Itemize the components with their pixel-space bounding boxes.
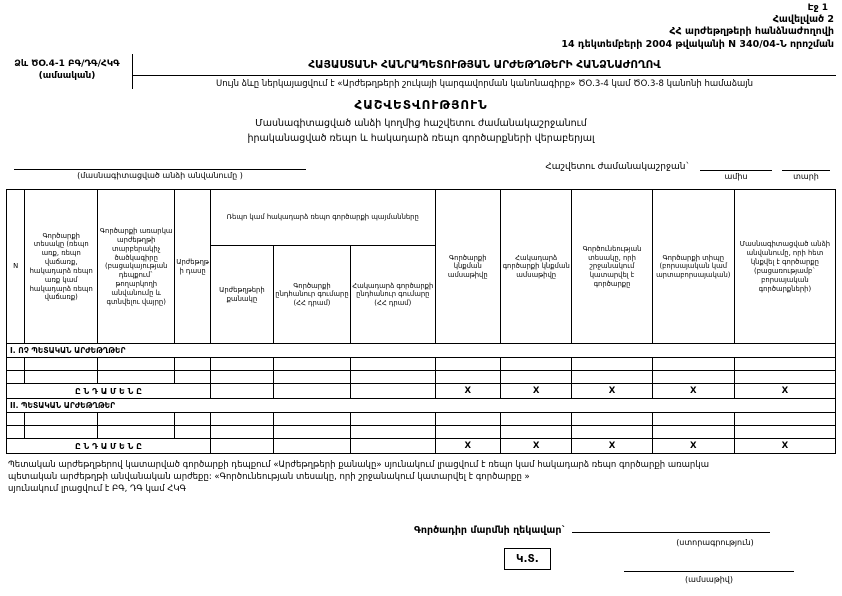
- name-period-row: [6, 160, 836, 181]
- report-subtitle-line: իրականացված ռեպո և հակադարձ ռեպո գործարքների վերաբերյալ: [247, 132, 595, 144]
- empty-cell[interactable]: [734, 371, 835, 384]
- empty-cell[interactable]: [501, 413, 572, 426]
- entity-name-block: [14, 160, 306, 180]
- col-header-n: N: [7, 190, 25, 344]
- section-title-government: II. ՊԵՏԱԿԱՆ ԱՐԺԵԹՂԹԵՐ: [7, 399, 836, 413]
- x-mark-cell: X: [734, 439, 835, 454]
- empty-cell[interactable]: [210, 426, 273, 439]
- total-row-non-government: [7, 384, 836, 399]
- empty-cell[interactable]: [435, 426, 500, 439]
- empty-cell[interactable]: [273, 426, 350, 439]
- footnote-line: պետական արժեթղթի անվանական արժեքը: «Գործունեության տեսակը, որի շրջանակում կատարվել է գործարքը »: [8, 472, 530, 483]
- appendix-block: [6, 14, 836, 51]
- report-table: [6, 189, 836, 454]
- total-amount-cell[interactable]: [273, 439, 350, 454]
- col-header-security-class: Արժեթղթի դասը: [175, 190, 211, 344]
- form-code: Ձև ԾՕ.4-1 ԲԳ/ԴԳ/ՀԿԳ: [14, 58, 120, 69]
- empty-cell[interactable]: [572, 426, 652, 439]
- executive-head-row: [414, 524, 770, 536]
- total-label: Ը Ն Դ Ա Մ Ե Ն Ը: [7, 384, 211, 399]
- x-mark-cell: X: [435, 439, 500, 454]
- col-header-reverse-deal-date: Հակադարձ գործարքի կնքման ամսաթիվը: [501, 190, 572, 344]
- empty-cell[interactable]: [25, 426, 98, 439]
- table-header-row-1: [7, 190, 836, 246]
- empty-cell[interactable]: [98, 371, 175, 384]
- empty-cell[interactable]: [273, 413, 350, 426]
- year-caption: տարի: [793, 172, 819, 182]
- appendix-line: 14 դեկտեմբերի 2004 թվականի N 340/04-Ն որոշման: [561, 38, 834, 50]
- empty-cell[interactable]: [25, 358, 98, 371]
- empty-cell[interactable]: [7, 371, 25, 384]
- empty-cell[interactable]: [435, 413, 500, 426]
- empty-cell[interactable]: [273, 358, 350, 371]
- empty-cell[interactable]: [734, 413, 835, 426]
- empty-cell[interactable]: [652, 371, 734, 384]
- col-header-reverse-total-amount: Հակադարձ գործարքի ընդհանուր գումարը (ՀՀ դրամ): [351, 246, 436, 344]
- total-amount-cell[interactable]: [273, 384, 350, 399]
- col-header-activity-type: Գործունեության տեսակը, որի շրջանակում կատարվել է գործարքը: [572, 190, 652, 344]
- x-mark-cell: X: [501, 384, 572, 399]
- date-caption: (ամսաթիվ): [684, 575, 733, 585]
- form-periodicity: (ամսական): [38, 71, 96, 82]
- report-subtitle-line: Մասնագիտացված անձի կողմից հաշվետու ժամանակաշրջանում: [255, 117, 587, 129]
- x-mark-cell: X: [652, 439, 734, 454]
- form-code-block: [6, 54, 133, 89]
- x-mark-cell: X: [652, 384, 734, 399]
- page-number: Էջ 1: [807, 3, 828, 13]
- col-header-quantity: Արժեթղթերի քանակը: [210, 246, 273, 344]
- year-blank[interactable]: [782, 160, 830, 171]
- commission-title: ՀԱՅԱՍՏԱՆԻ ՀԱՆՐԱՊԵՏՈՒԹՅԱՆ ԱՐԺԵԹՂԹԵՐԻ ՀԱՆՁՆԱԺՈՂՈՎ: [133, 54, 836, 76]
- x-mark-cell: X: [734, 384, 835, 399]
- col-header-counterparty: Մասնագիտացված անձի անվանումը, որի հետ կնքվել է գործարքը (բացառությամբ` բորսայական գործարքների): [734, 190, 835, 344]
- empty-cell[interactable]: [98, 413, 175, 426]
- col-header-transaction-type: Գործարքի տեսակը (ռեպո առք, ռեպո վաճառք, հակադարձ ռեպո առք կամ հակադարձ ռեպո վաճառք): [25, 190, 98, 344]
- total-quantity-cell[interactable]: [210, 439, 273, 454]
- section-row-non-government: [7, 344, 836, 358]
- empty-cell[interactable]: [351, 358, 436, 371]
- empty-cell[interactable]: [734, 358, 835, 371]
- empty-cell[interactable]: [210, 413, 273, 426]
- month-blank[interactable]: [700, 160, 772, 171]
- total-row-government: [7, 439, 836, 454]
- seal-box: Կ.Տ.: [504, 548, 551, 570]
- empty-cell[interactable]: [734, 426, 835, 439]
- empty-cell[interactable]: [351, 371, 436, 384]
- report-subtitle: [6, 117, 836, 146]
- empty-cell[interactable]: [572, 371, 652, 384]
- x-mark-cell: X: [435, 384, 500, 399]
- col-header-trade-type: Գործարքի տիպը (բորսայական կամ արտաբորսայական): [652, 190, 734, 344]
- signature-area: [6, 498, 836, 586]
- reporting-period-block: [545, 160, 830, 181]
- date-blank[interactable]: [624, 562, 794, 572]
- executive-head-label: Գործադիր մարմնի ղեկավար`: [414, 525, 567, 537]
- x-mark-cell: X: [572, 439, 652, 454]
- x-mark-cell: X: [572, 384, 652, 399]
- empty-cell[interactable]: [210, 371, 273, 384]
- appendix-line: ՀՀ արժեթղթերի հանձնաժողովի: [669, 26, 834, 38]
- empty-cell[interactable]: [273, 371, 350, 384]
- month-caption: ամիս: [724, 172, 748, 182]
- col-header-security-code: Գործարքի առարկա արժեթղթի տարբերակիչ ծածկագիրը (բացակայության դեպքում` թողարկողի անվանումը և գտնվելու վայրը): [98, 190, 175, 344]
- col-group-repo-terms: Ռեպո կամ հակադարձ ռեպո գործարքի պայմանները: [210, 190, 435, 246]
- empty-cell[interactable]: [175, 426, 211, 439]
- section-title-non-government: I. ՈՉ ՊԵՏԱԿԱՆ ԱՐԺԵԹՂԹԵՐ: [7, 344, 836, 358]
- table-row: [7, 371, 836, 384]
- empty-cell[interactable]: [501, 371, 572, 384]
- signature-caption: (ստորագրություն): [676, 538, 754, 548]
- footnote-line: սյունակում լրացվում է ԲԳ, ԴԳ կամ ՀԿԳ: [8, 484, 186, 495]
- empty-cell[interactable]: [175, 413, 211, 426]
- section-row-government: [7, 399, 836, 413]
- empty-cell[interactable]: [652, 358, 734, 371]
- entity-name-blank[interactable]: [14, 160, 306, 170]
- total-reverse-amount-cell[interactable]: [351, 439, 436, 454]
- signature-blank[interactable]: [572, 524, 770, 533]
- year-blank-group: [782, 160, 830, 181]
- empty-cell[interactable]: [351, 426, 436, 439]
- submission-note: Սույն ձևը ներկայացվում է «Արժեթղթերի շուկայի կարգավորման կանոնագիրք» ԾՕ.3-4 կամ ԾՕ.3-8 կանոնի համաձայն: [216, 78, 753, 89]
- report-title: ՀԱՇՎԵՏՎՈՒԹՅՈՒՆ: [354, 97, 488, 112]
- empty-cell[interactable]: [572, 413, 652, 426]
- empty-cell[interactable]: [501, 426, 572, 439]
- reporting-period-label: Հաշվետու ժամանակաշրջան`: [545, 162, 690, 173]
- appendix-line: Հավելված 2: [772, 13, 834, 25]
- empty-cell[interactable]: [652, 426, 734, 439]
- empty-cell[interactable]: [652, 413, 734, 426]
- header-band: [6, 54, 836, 89]
- empty-cell[interactable]: [175, 358, 211, 371]
- empty-cell[interactable]: [435, 371, 500, 384]
- total-reverse-amount-cell[interactable]: [351, 384, 436, 399]
- x-mark-cell: X: [501, 439, 572, 454]
- total-label: Ը Ն Դ Ա Մ Ե Ն Ը: [7, 439, 211, 454]
- empty-cell[interactable]: [25, 371, 98, 384]
- empty-cell[interactable]: [572, 358, 652, 371]
- empty-cell[interactable]: [7, 358, 25, 371]
- entity-name-caption: (մասնագիտացված անձի անվանումը ): [77, 171, 243, 181]
- empty-cell[interactable]: [175, 371, 211, 384]
- table-row: [7, 358, 836, 371]
- table-row: [7, 426, 836, 439]
- col-header-total-amount: Գործարքի ընդհանուր գումարը (ՀՀ դրամ): [273, 246, 350, 344]
- month-blank-group: [700, 160, 772, 181]
- empty-cell[interactable]: [435, 358, 500, 371]
- table-row: [7, 413, 836, 426]
- empty-cell[interactable]: [210, 358, 273, 371]
- total-quantity-cell[interactable]: [210, 384, 273, 399]
- footnote-line: Պետական արժեթղթերով կատարված գործարքի դեպքում «Արժեթղթերի քանակը» սյունակում լրացվում է ռեպո կամ հակադարձ ռեպո գործարքի առարկա: [8, 460, 709, 471]
- header-band-main: [133, 54, 836, 89]
- empty-cell[interactable]: [351, 413, 436, 426]
- empty-cell[interactable]: [501, 358, 572, 371]
- empty-cell[interactable]: [98, 358, 175, 371]
- empty-cell[interactable]: [7, 413, 25, 426]
- footnote: [6, 460, 836, 496]
- col-header-deal-date: Գործարքի կնքման ամսաթիվը: [435, 190, 500, 344]
- empty-cell[interactable]: [25, 413, 98, 426]
- empty-cell[interactable]: [98, 426, 175, 439]
- empty-cell[interactable]: [7, 426, 25, 439]
